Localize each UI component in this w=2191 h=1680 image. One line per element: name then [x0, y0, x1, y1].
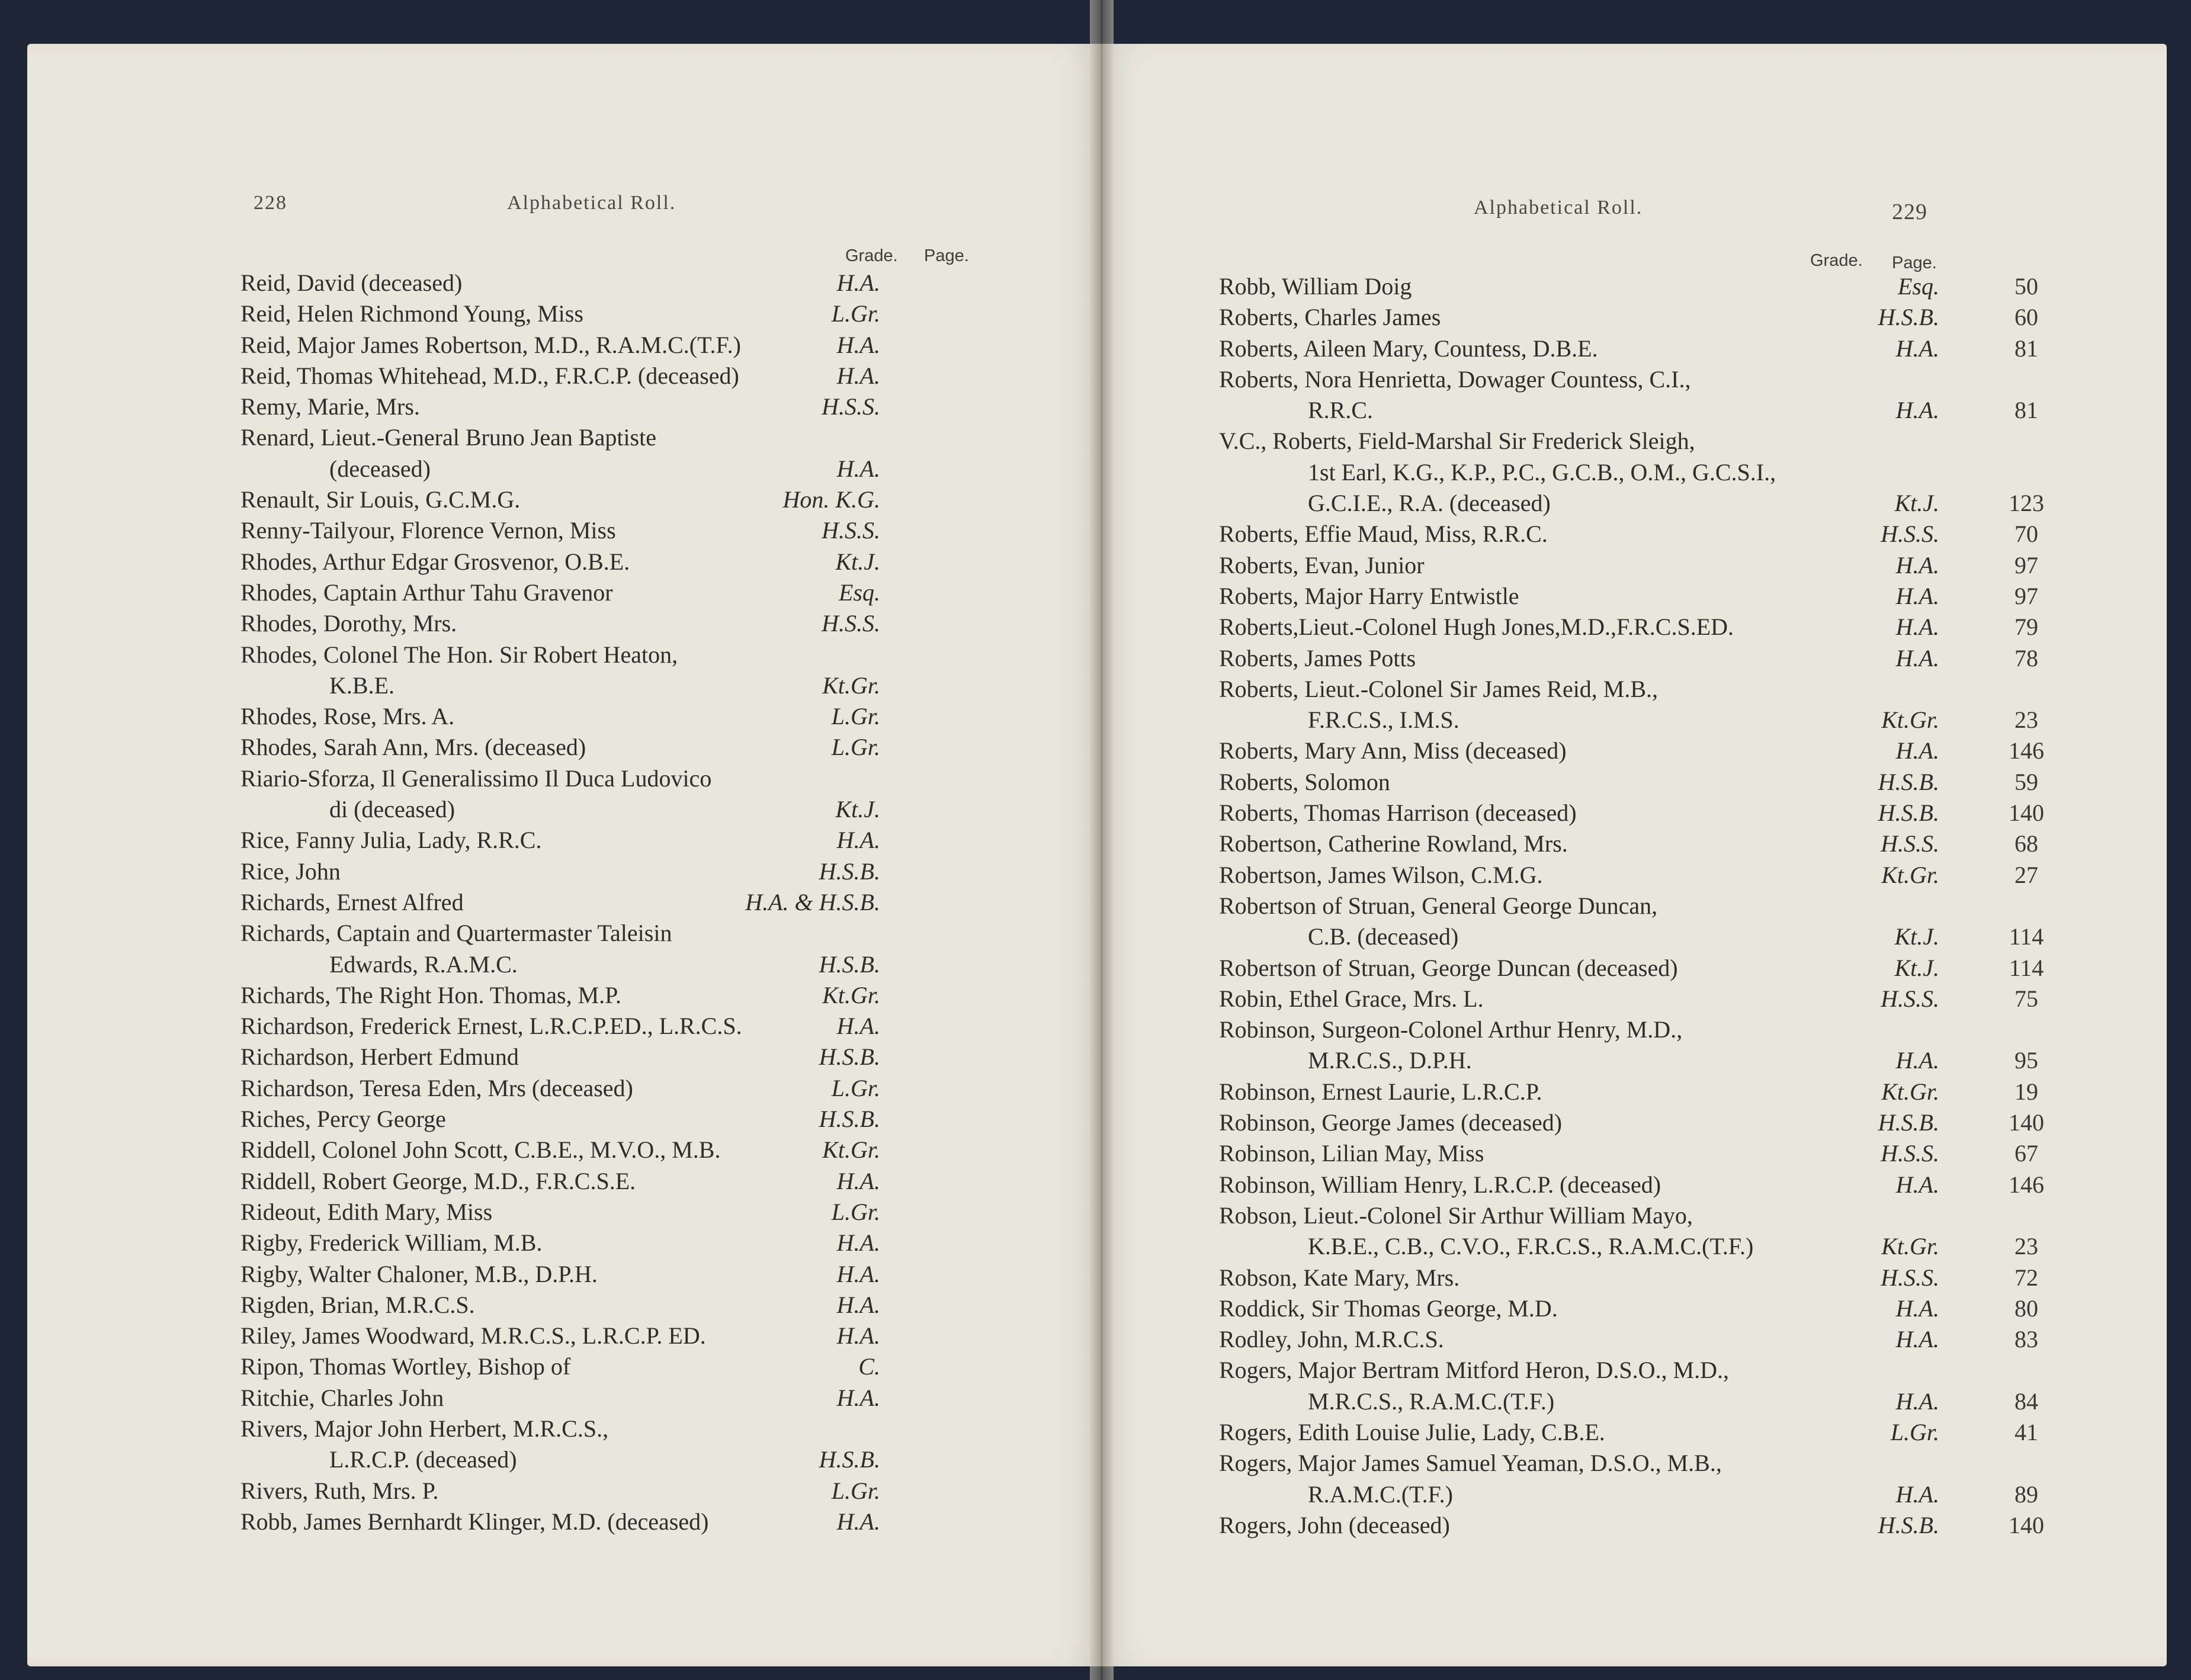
roll-entry — [1219, 457, 2143, 488]
entry-name: Rhodes, Captain Arthur Tahu Gravenor — [240, 579, 613, 606]
entry-grade: H.S.B. — [1878, 1109, 1939, 1136]
entry-grade: L.Gr. — [831, 1074, 880, 1101]
roll-entry — [1219, 1448, 2143, 1479]
left-col-grade-header: Grade. — [845, 246, 898, 265]
entry-grade: Kt.J. — [1894, 954, 1939, 981]
entry-name: M.R.C.S., R.A.M.C.(T.F.) — [1308, 1387, 1555, 1415]
roll-entry — [1219, 953, 2143, 984]
entry-page: 50 — [2014, 273, 2038, 300]
entry-grade: Kt.J. — [835, 796, 880, 823]
roll-entry — [240, 1321, 1093, 1351]
entry-grade: Kt.Gr. — [822, 981, 880, 1008]
entry-grade: H.S.B. — [1878, 799, 1939, 827]
entry-name: Robinson, George James (deceased) — [1219, 1109, 1563, 1136]
entry-grade: H.A. — [1895, 1047, 1939, 1074]
entry-grade: H.A. — [1895, 1294, 1939, 1322]
roll-entry — [1219, 705, 2143, 735]
entry-name: Robinson, Surgeon-Colonel Arthur Henry, M.D., — [1219, 1016, 1683, 1043]
roll-entry — [1219, 860, 2143, 891]
roll-entry — [240, 268, 1093, 298]
entry-name: Robson, Lieut.-Colonel Sir Arthur William Mayo, — [1219, 1202, 1693, 1229]
roll-entry — [240, 1042, 1093, 1072]
entry-grade: Kt.Gr. — [822, 672, 880, 699]
entry-grade: Kt.J. — [835, 548, 880, 575]
entry-name: Robertson, Catherine Rowland, Mrs. — [1219, 830, 1568, 857]
entry-page: 19 — [2014, 1078, 2038, 1105]
entry-name: L.R.C.P. (deceased) — [329, 1446, 517, 1473]
entry-name: Roberts, Lieut.-Colonel Sir James Reid, M.B., — [1219, 675, 1659, 702]
roll-entry — [240, 1351, 1093, 1382]
roll-entry — [240, 1259, 1093, 1290]
entry-page: 146 — [2009, 1171, 2044, 1198]
entry-name: Rigby, Walter Chaloner, M.B., D.P.H. — [240, 1260, 598, 1287]
entry-grade: H.S.S. — [1881, 1140, 1939, 1167]
roll-entry — [1219, 674, 2143, 705]
entry-page: 59 — [2014, 768, 2038, 795]
roll-entry — [1219, 1293, 2143, 1324]
entry-name: 1st Earl, K.G., K.P., P.C., G.C.B., O.M., G.C.S.I., — [1308, 458, 1776, 486]
roll-entry — [240, 980, 1093, 1011]
entry-grade: H.S.B. — [1878, 304, 1939, 331]
roll-entry — [240, 1197, 1093, 1228]
entry-name: Roberts, Mary Ann, Miss (deceased) — [1219, 737, 1567, 764]
entry-name: Robertson of Struan, George Duncan (deceased) — [1219, 954, 1678, 981]
roll-entry — [1219, 1231, 2143, 1262]
entry-grade: H.S.S. — [1881, 521, 1939, 548]
entry-grade: Kt.J. — [1894, 923, 1939, 950]
roll-entry — [1219, 1479, 2143, 1510]
book-gutter — [1090, 0, 1114, 1680]
entry-name: Richards, Captain and Quartermaster Taleisin — [240, 920, 672, 947]
entry-page: 146 — [2009, 737, 2044, 764]
entry-grade: H.S.S. — [822, 517, 880, 544]
roll-entry — [240, 732, 1093, 763]
entry-name: Roberts, Effie Maud, Miss, R.R.C. — [1219, 521, 1548, 548]
roll-entry — [240, 515, 1093, 546]
entry-grade: H.A. — [836, 1260, 880, 1287]
entry-name: Rhodes, Dorothy, Mrs. — [240, 610, 457, 637]
entry-name: Riddell, Colonel John Scott, C.B.E., M.V.O., M.B. — [240, 1136, 721, 1164]
entry-name: Robinson, William Henry, L.R.C.P. (deceased) — [1219, 1171, 1661, 1198]
entry-page: 97 — [2014, 551, 2038, 579]
entry-grade: H.S.B. — [819, 857, 880, 885]
entry-name: R.A.M.C.(T.F.) — [1308, 1480, 1453, 1508]
entry-name: Riario-Sforza, Il Generalissimo Il Duca Ludovico — [240, 764, 712, 792]
roll-entry — [240, 1166, 1093, 1197]
entry-name: Renny-Tailyour, Florence Vernon, Miss — [240, 517, 616, 544]
roll-entry — [1219, 1107, 2143, 1138]
left-page — [27, 44, 1101, 1666]
entry-grade: H.A. — [836, 1291, 880, 1318]
roll-entry — [1219, 1045, 2143, 1076]
entry-page: 75 — [2014, 985, 2038, 1012]
roll-entry — [240, 1073, 1093, 1104]
entry-grade: H.A. — [836, 269, 880, 296]
entry-name: Reid, Helen Richmond Young, Miss — [240, 300, 583, 327]
roll-entry — [1219, 1324, 2143, 1355]
entry-grade: L.Gr. — [831, 1477, 880, 1504]
entry-name: Roberts, Thomas Harrison (deceased) — [1219, 799, 1577, 827]
entry-grade: H.A. — [836, 455, 880, 482]
entry-name: C.B. (deceased) — [1308, 923, 1459, 950]
left-col-page-header: Page. — [924, 246, 969, 265]
entry-name: R.R.C. — [1308, 397, 1374, 424]
entry-page: 70 — [2014, 521, 2038, 548]
entry-page: 95 — [2014, 1047, 2038, 1074]
entry-name: Richardson, Frederick Ernest, L.R.C.P.ED., L.R.C.S. — [240, 1013, 742, 1040]
entry-grade: H.S.B. — [819, 950, 880, 978]
entry-name: Roberts, Solomon — [1219, 768, 1390, 795]
roll-entry — [1219, 1170, 2143, 1200]
roll-entry — [240, 763, 1093, 794]
roll-entry — [240, 547, 1093, 577]
roll-entry — [240, 887, 1093, 918]
roll-entry — [1219, 891, 2143, 921]
entry-name: Robson, Kate Mary, Mrs. — [1219, 1264, 1460, 1291]
roll-entry — [1219, 798, 2143, 828]
entry-name: Rivers, Ruth, Mrs. P. — [240, 1477, 439, 1504]
entry-page: 23 — [2014, 1233, 2038, 1260]
entry-name: Renard, Lieut.-General Bruno Jean Baptiste — [240, 424, 656, 451]
right-page — [1101, 44, 2167, 1666]
entry-grade: Esq. — [1898, 273, 1939, 300]
roll-entry — [1219, 581, 2143, 612]
entry-grade: C. — [858, 1353, 880, 1380]
entry-page: 72 — [2014, 1264, 2038, 1291]
entry-name: Rigby, Frederick William, M.B. — [240, 1229, 543, 1257]
entry-name: Robinson, Ernest Laurie, L.R.C.P. — [1219, 1078, 1542, 1105]
right-page-number: 229 — [1892, 200, 1927, 224]
right-col-page-header: Page. — [1892, 253, 1937, 272]
roll-entry — [1219, 921, 2143, 952]
entry-grade: H.S.S. — [1881, 1264, 1939, 1291]
entry-name: Robertson, James Wilson, C.M.G. — [1219, 861, 1543, 888]
roll-entry — [1219, 1386, 2143, 1417]
entry-grade: H.S.S. — [822, 610, 880, 637]
entry-name: Rhodes, Sarah Ann, Mrs. (deceased) — [240, 734, 586, 761]
entry-name: Edwards, R.A.M.C. — [329, 950, 518, 978]
roll-entry — [240, 1011, 1093, 1042]
entry-name: Richardson, Teresa Eden, Mrs (deceased) — [240, 1074, 633, 1101]
roll-entry — [240, 949, 1093, 980]
roll-entry — [240, 918, 1093, 949]
entry-page: 89 — [2014, 1480, 2038, 1508]
roll-entry — [240, 1506, 1093, 1537]
roll-entry — [240, 794, 1093, 825]
roll-entry — [240, 1414, 1093, 1444]
entry-name: Rice, Fanny Julia, Lady, R.R.C. — [240, 827, 542, 854]
entry-page: 84 — [2014, 1387, 2038, 1415]
entry-name: Roberts, Aileen Mary, Countess, D.B.E. — [1219, 335, 1598, 362]
roll-entry — [240, 1383, 1093, 1414]
entry-page: 140 — [2009, 799, 2044, 827]
entry-name: Reid, Thomas Whitehead, M.D., F.R.C.P. (deceased) — [240, 362, 739, 389]
roll-entry — [1219, 1014, 2143, 1045]
right-entry-list — [1219, 271, 2143, 1541]
entry-grade: Kt.Gr. — [1881, 706, 1939, 734]
entry-name: Robb, James Bernhardt Klinger, M.D. (deceased) — [240, 1508, 709, 1535]
roll-entry — [240, 330, 1093, 361]
entry-grade: Kt.Gr. — [1881, 861, 1939, 888]
entry-grade: H.A. — [836, 1384, 880, 1411]
roll-entry — [240, 577, 1093, 608]
roll-entry — [240, 640, 1093, 670]
roll-entry — [240, 422, 1093, 453]
entry-name: Richardson, Herbert Edmund — [240, 1043, 519, 1071]
entry-name: M.R.C.S., D.P.H. — [1308, 1047, 1472, 1074]
roll-entry — [240, 1228, 1093, 1258]
entry-name: Roberts, Evan, Junior — [1219, 551, 1425, 579]
entry-page: 68 — [2014, 830, 2038, 857]
entry-grade: L.Gr. — [831, 1198, 880, 1225]
entry-name: Rigden, Brian, M.R.C.S. — [240, 1291, 475, 1318]
left-page-number: 228 — [254, 192, 287, 214]
roll-entry — [240, 608, 1093, 639]
entry-name: K.B.E. — [329, 672, 394, 699]
entry-page: 60 — [2014, 304, 2038, 331]
entry-name: V.C., Roberts, Field-Marshal Sir Frederick Sleigh, — [1219, 428, 1695, 455]
entry-name: Ritchie, Charles John — [240, 1384, 444, 1411]
roll-entry — [240, 484, 1093, 515]
roll-entry — [240, 670, 1093, 701]
roll-entry — [240, 454, 1093, 484]
roll-entry — [1219, 1510, 2143, 1541]
entry-page: 97 — [2014, 582, 2038, 609]
roll-entry — [240, 1135, 1093, 1165]
entry-grade: H.S.B. — [1878, 1511, 1939, 1538]
entry-name: Roddick, Sir Thomas George, M.D. — [1219, 1294, 1558, 1322]
entry-page: 114 — [2009, 923, 2044, 950]
entry-grade: H.S.S. — [1881, 985, 1939, 1012]
entry-grade: L.Gr. — [831, 703, 880, 730]
roll-entry — [240, 1290, 1093, 1321]
roll-entry — [240, 391, 1093, 422]
entry-name: Rogers, John (deceased) — [1219, 1511, 1450, 1538]
entry-grade: H.A. — [836, 1167, 880, 1194]
entry-grade: H.A. — [1895, 613, 1939, 641]
entry-name: Roberts, James Potts — [1219, 644, 1416, 672]
entry-grade: Hon. K.G. — [782, 486, 880, 513]
entry-grade: H.A. — [836, 1013, 880, 1040]
entry-page: 79 — [2014, 613, 2038, 641]
entry-name: Richards, Ernest Alfred — [240, 888, 464, 916]
entry-name: Rogers, Major Bertram Mitford Heron, D.S.O., M.D., — [1219, 1357, 1729, 1384]
roll-entry — [1219, 735, 2143, 766]
roll-entry — [240, 856, 1093, 887]
left-running-head: Alphabetical Roll. — [507, 192, 676, 214]
entry-name: Roberts, Major Harry Entwistle — [1219, 582, 1519, 609]
roll-entry — [1219, 984, 2143, 1014]
entry-name: di (deceased) — [329, 796, 455, 823]
roll-entry — [1219, 488, 2143, 519]
roll-entry — [1219, 333, 2143, 364]
entry-name: Roberts, Nora Henrietta, Dowager Countess, C.I., — [1219, 365, 1691, 393]
roll-entry — [1219, 1417, 2143, 1448]
entry-name: Ripon, Thomas Wortley, Bishop of — [240, 1353, 571, 1380]
entry-grade: L.Gr. — [831, 734, 880, 761]
entry-grade: H.A. — [836, 331, 880, 358]
entry-name: Robinson, Lilian May, Miss — [1219, 1140, 1484, 1167]
entry-grade: H.S.S. — [1881, 830, 1939, 857]
entry-grade: H.S.B. — [819, 1446, 880, 1473]
entry-name: Richards, The Right Hon. Thomas, M.P. — [240, 981, 621, 1008]
roll-entry — [1219, 1138, 2143, 1169]
roll-entry — [1219, 643, 2143, 674]
roll-entry — [1219, 1200, 2143, 1231]
entry-name: Rice, John — [240, 857, 341, 885]
roll-entry — [240, 825, 1093, 856]
entry-name: Robin, Ethel Grace, Mrs. L. — [1219, 985, 1484, 1012]
entry-name: Rhodes, Colonel The Hon. Sir Robert Heaton, — [240, 641, 678, 668]
entry-grade: H.A. — [836, 1322, 880, 1350]
entry-grade: H.A. — [836, 827, 880, 854]
entry-page: 27 — [2014, 861, 2038, 888]
entry-grade: Kt.J. — [1894, 490, 1939, 517]
entry-name: Robertson of Struan, General George Duncan, — [1219, 892, 1658, 919]
roll-entry — [1219, 395, 2143, 426]
entry-name: Rivers, Major John Herbert, M.R.C.S., — [240, 1415, 609, 1442]
roll-entry — [1219, 828, 2143, 859]
entry-name: K.B.E., C.B., C.V.O., F.R.C.S., R.A.M.C.(T.F.) — [1308, 1233, 1754, 1260]
entry-page: 67 — [2014, 1140, 2038, 1167]
entry-page: 140 — [2009, 1511, 2044, 1538]
entry-name: F.R.C.S., I.M.S. — [1308, 706, 1459, 734]
entry-page: 140 — [2009, 1109, 2044, 1136]
entry-grade: Kt.Gr. — [1881, 1233, 1939, 1260]
entry-name: Riley, James Woodward, M.R.C.S., L.R.C.P. ED. — [240, 1322, 706, 1350]
roll-entry — [1219, 1077, 2143, 1107]
roll-entry — [1219, 364, 2143, 395]
entry-grade: H.S.B. — [819, 1043, 880, 1071]
entry-name: Rodley, John, M.R.C.S. — [1219, 1326, 1444, 1353]
entry-name: Rogers, Major James Samuel Yeaman, D.S.O., M.B., — [1219, 1450, 1722, 1477]
entry-page: 41 — [2014, 1418, 2038, 1445]
roll-entry — [1219, 271, 2143, 302]
entry-grade: H.A. — [836, 362, 880, 389]
entry-grade: H.A. — [1895, 397, 1939, 424]
entry-grade: H.A. — [1895, 1326, 1939, 1353]
roll-entry — [1219, 1263, 2143, 1293]
entry-page: 123 — [2009, 490, 2044, 517]
entry-name: (deceased) — [329, 455, 431, 482]
entry-page: 81 — [2014, 397, 2038, 424]
entry-grade: H.A. — [1895, 335, 1939, 362]
entry-name: G.C.I.E., R.A. (deceased) — [1308, 490, 1551, 517]
entry-page: 81 — [2014, 335, 2038, 362]
entry-grade: H.A. — [836, 1229, 880, 1257]
entry-name: Renault, Sir Louis, G.C.M.G. — [240, 486, 521, 513]
roll-entry — [1219, 612, 2143, 643]
entry-name: Remy, Marie, Mrs. — [240, 393, 420, 420]
entry-page: 114 — [2009, 954, 2044, 981]
entry-name: Reid, David (deceased) — [240, 269, 463, 296]
entry-name: Roberts,Lieut.-Colonel Hugh Jones,M.D.,F.R.C.S.ED. — [1219, 613, 1734, 641]
entry-name: Rideout, Edith Mary, Miss — [240, 1198, 493, 1225]
entry-page: 78 — [2014, 644, 2038, 672]
roll-entry — [1219, 302, 2143, 333]
entry-page: 23 — [2014, 706, 2038, 734]
left-entry-list — [240, 268, 1093, 1537]
entry-grade: H.S.B. — [819, 1106, 880, 1133]
entry-grade: H.A. — [1895, 737, 1939, 764]
right-running-head: Alphabetical Roll. — [1474, 197, 1643, 219]
entry-name: Riddell, Robert George, M.D., F.R.C.S.E. — [240, 1167, 636, 1194]
roll-entry — [240, 298, 1093, 329]
entry-grade: H.A. — [1895, 551, 1939, 579]
entry-name: Robb, William Doig — [1219, 273, 1412, 300]
roll-entry — [240, 1476, 1093, 1506]
entry-grade: L.Gr. — [831, 300, 880, 327]
right-col-grade-header: Grade. — [1810, 251, 1863, 270]
entry-grade: H.A. — [1895, 1387, 1939, 1415]
entry-grade: H.A. — [1895, 1171, 1939, 1198]
roll-entry — [1219, 519, 2143, 550]
entry-grade: L.Gr. — [1890, 1418, 1939, 1445]
entry-grade: Esq. — [839, 579, 880, 606]
roll-entry — [240, 701, 1093, 732]
roll-entry — [240, 1104, 1093, 1135]
entry-grade: H.A. — [1895, 644, 1939, 672]
entry-name: Rogers, Edith Louise Julie, Lady, C.B.E. — [1219, 1418, 1605, 1445]
roll-entry — [240, 1444, 1093, 1475]
entry-name: Rhodes, Arthur Edgar Grosvenor, O.B.E. — [240, 548, 630, 575]
entry-grade: Kt.Gr. — [1881, 1078, 1939, 1105]
entry-name: Roberts, Charles James — [1219, 304, 1441, 331]
roll-entry — [240, 361, 1093, 391]
entry-name: Riches, Percy George — [240, 1106, 446, 1133]
roll-entry — [1219, 767, 2143, 798]
roll-entry — [1219, 550, 2143, 581]
entry-grade: H.A. — [1895, 582, 1939, 609]
entry-grade: H.A. & H.S.B. — [745, 888, 880, 916]
entry-grade: H.S.B. — [1878, 768, 1939, 795]
entry-page: 80 — [2014, 1294, 2038, 1322]
entry-grade: H.S.S. — [822, 393, 880, 420]
entry-grade: H.A. — [836, 1508, 880, 1535]
entry-page: 83 — [2014, 1326, 2038, 1353]
entry-grade: H.A. — [1895, 1480, 1939, 1508]
entry-name: Rhodes, Rose, Mrs. A. — [240, 703, 455, 730]
entry-grade: Kt.Gr. — [822, 1136, 880, 1164]
roll-entry — [1219, 1355, 2143, 1386]
roll-entry — [1219, 426, 2143, 457]
entry-name: Reid, Major James Robertson, M.D., R.A.M.C.(T.F.) — [240, 331, 741, 358]
